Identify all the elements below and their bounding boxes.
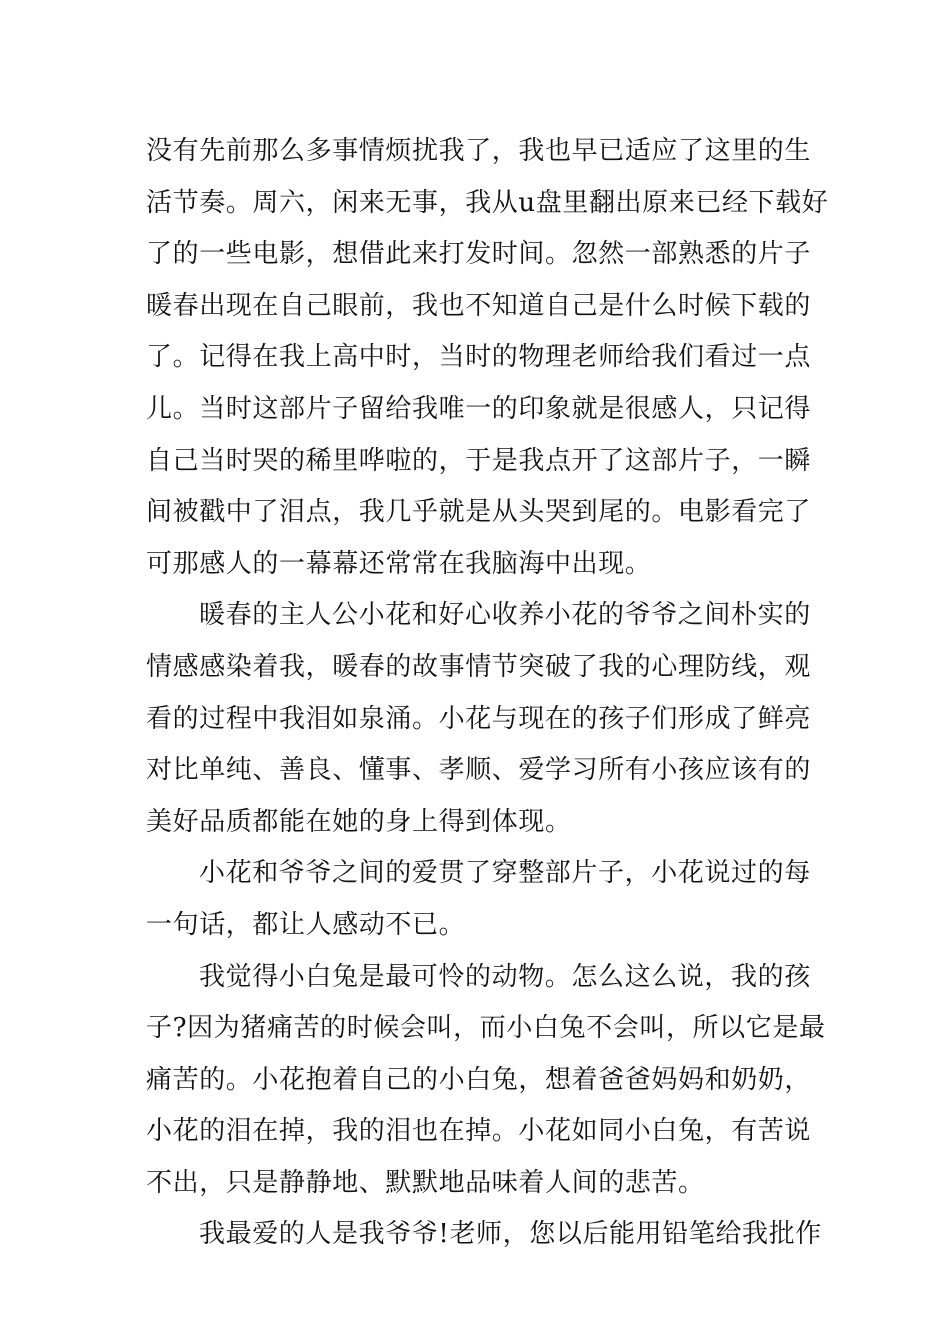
text-line: 了。记得在我上高中时，当时的物理老师给我们看过一点 xyxy=(146,342,812,373)
text-line: 间被戳中了泪点，我几乎就是从头哭到尾的。电影看完了 xyxy=(146,497,812,528)
text-line: 小花的泪在掉，我的泪也在掉。小花如同小白兔，有苦说 xyxy=(146,1116,812,1147)
text-line: 痛苦的。小花抱着自己的小白兔，想着爸爸妈妈和奶奶， xyxy=(146,1064,812,1095)
text-line: 可那感人的一幕幕还常常在我脑海中出现。 xyxy=(146,548,652,579)
text-line: 了的一些电影，想借此来打发时间。忽然一部熟悉的片子 xyxy=(146,239,812,270)
text-line: 情感感染着我，暖春的故事情节突破了我的心理防线，观 xyxy=(146,651,812,682)
text-line: 一句话，都让人感动不已。 xyxy=(146,909,466,940)
text-line: 没有先前那么多事情烦扰我了，我也早已适应了这里的生 xyxy=(146,136,812,166)
text-line: 活节奏。周六，闲来无事，我从u盘里翻出原来已经下载好 xyxy=(146,187,829,218)
text-line: 自己当时哭的稀里哗啦的，于是我点开了这部片子，一瞬 xyxy=(146,445,812,476)
body-text xyxy=(146,126,829,1261)
text-line: 子?因为猪痛苦的时候会叫，而小白兔不会叫，所以它是最 xyxy=(146,1013,826,1044)
paragraph-start-line: 小花和爷爷之间的爱贯了穿整部片子，小花说过的每 xyxy=(199,858,811,889)
paragraph-start-line: 我最爱的人是我爷爷!老师，您以后能用铅笔给我批作 xyxy=(199,1219,822,1250)
text-line: 看的过程中我泪如泉涌。小花与现在的孩子们形成了鲜亮 xyxy=(146,703,812,734)
text-line: 儿。当时这部片子留给我唯一的印象就是很感人，只记得 xyxy=(146,393,812,424)
text-line: 不出，只是静静地、默默地品味着人间的悲苦。 xyxy=(146,1167,705,1198)
text-line: 暖春出现在自己眼前，我也不知道自己是什么时候下载的 xyxy=(146,290,812,321)
text-line: 对比单纯、善良、懂事、孝顺、爱学习所有小孩应该有的 xyxy=(146,755,812,786)
paragraph-start-line: 暖春的主人公小花和好心收养小花的爷爷之间朴实的 xyxy=(199,600,811,631)
text-line: 美好品质都能在她的身上得到体现。 xyxy=(146,806,572,837)
paragraph-start-line: 我觉得小白兔是最可怜的动物。怎么这么说，我的孩 xyxy=(199,961,811,992)
